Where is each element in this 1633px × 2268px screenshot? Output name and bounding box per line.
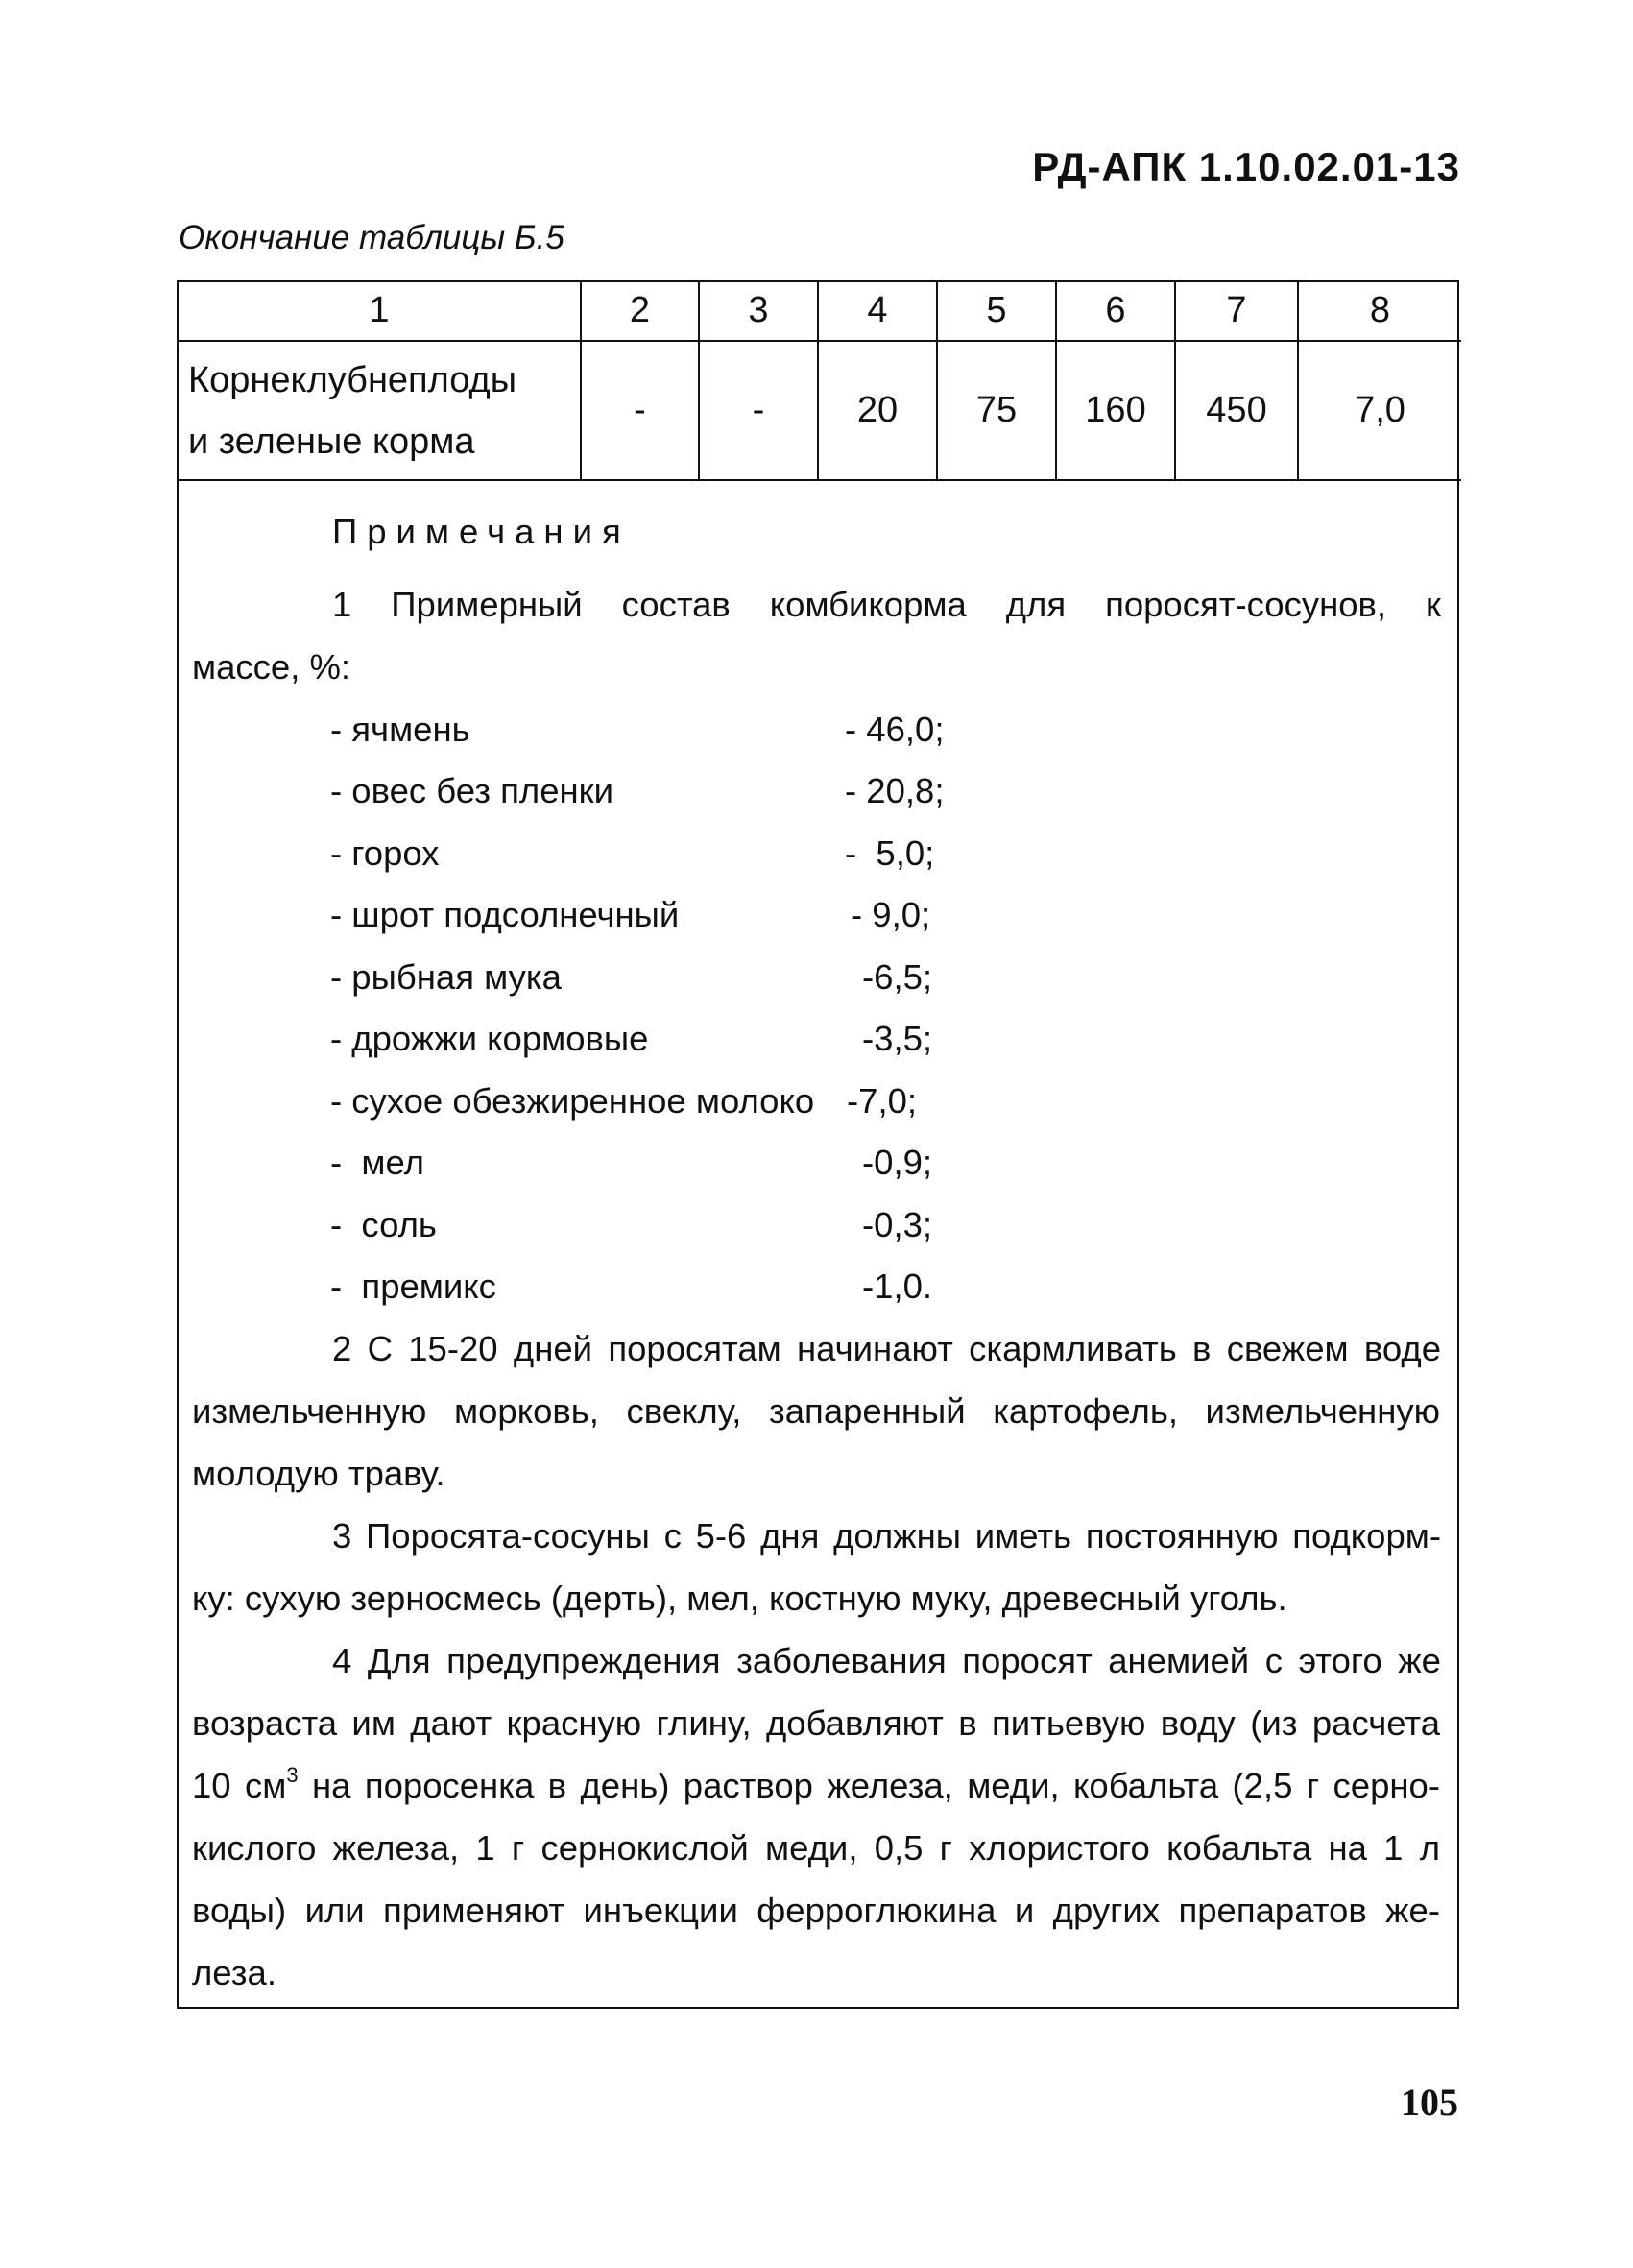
note-4-line-3 <box>192 1754 1440 1817</box>
header-cell: 5 <box>937 282 1056 341</box>
table-cell: - <box>699 341 818 480</box>
ingredient-name: - овес без пленки <box>330 771 614 810</box>
row-name-line1: Корнеклубнеплоды <box>188 359 517 400</box>
table-container <box>177 280 1459 2009</box>
table-cell: - <box>581 341 699 480</box>
table-cell: 7,0 <box>1298 341 1461 480</box>
row-name-cell <box>179 341 581 480</box>
note-3-line-2: ку: сухую зерносмесь (дерть), мел, костную муку, древесный уголь. <box>192 1579 1287 1618</box>
note-1-line-2: массе, %: <box>192 647 351 687</box>
ingredient-value: - 5,0; <box>845 833 935 873</box>
note-4-line-4: кислого железа, 1 г сернокислой меди, 0,5 г хлористого кобальта на 1 л <box>192 1828 1440 1868</box>
header-cell: 7 <box>1175 282 1298 341</box>
table-cell: 75 <box>937 341 1056 480</box>
ingredient-name: - премикс <box>330 1267 496 1306</box>
header-cell: 2 <box>581 282 699 341</box>
table-row <box>179 341 1461 480</box>
note-4-line-5: воды) или применяют инъекции ферроглюкина и других препаратов же- <box>192 1891 1440 1930</box>
note-4-line-2: возраста им дают красную глину, добавляют в питьевую воду (из расчета <box>192 1703 1440 1743</box>
ingredient-value: -3,5; <box>862 1019 933 1058</box>
header-cell: 4 <box>818 282 937 341</box>
note-2-line-3: молодую траву. <box>192 1454 445 1493</box>
notes-heading: Примечания <box>332 512 631 551</box>
ingredient-name: - сухое обезжиренное молоко <box>330 1081 815 1121</box>
header-cell: 1 <box>179 282 581 341</box>
superscript-three: 3 <box>286 1763 299 1787</box>
ingredient-name: - дрожжи кормовые <box>330 1019 649 1058</box>
ingredient-name: - ячмень <box>330 710 470 749</box>
table-cell: 450 <box>1175 341 1298 480</box>
ingredient-value: -0,3; <box>862 1205 933 1244</box>
table-cell: 20 <box>818 341 937 480</box>
note-3-line-1: 3 Поросята-сосуны с 5-6 дня должны иметь постоянную подкорм- <box>332 1516 1441 1556</box>
row-name-line2: и зеленые корма <box>188 421 475 462</box>
ingredient-value: - 46,0; <box>845 710 945 749</box>
note-4-line-3-end: на поросенка в день) раствор железа, меди, кобальта (2,5 г серно- <box>298 1766 1440 1805</box>
ingredient-name: - шрот подсолнечный <box>330 895 680 934</box>
ingredient-value: -1,0. <box>862 1267 933 1306</box>
table-caption: Окончание таблицы Б.5 <box>179 219 564 256</box>
note-4-line-1: 4 Для предупреждения заболевания поросят анемией с этого же <box>332 1641 1441 1680</box>
notes-section <box>179 479 1457 2006</box>
ingredient-name: - мел <box>330 1143 424 1182</box>
note-4-line-3-start: 10 см <box>192 1766 287 1805</box>
ingredient-value: -0,9; <box>862 1143 933 1182</box>
ingredient-name: - горох <box>330 833 440 873</box>
ingredient-value: -7,0; <box>847 1081 918 1121</box>
note-1-line-1: 1 Примерный состав комбикорма для поросят-сосунов, к <box>332 585 1441 624</box>
document-code: РД-АПК 1.10.02.01-13 <box>1032 144 1460 189</box>
ingredient-name: - соль <box>330 1205 437 1244</box>
header-cell: 6 <box>1056 282 1175 341</box>
ingredient-value: - 9,0; <box>851 895 931 934</box>
header-cell: 8 <box>1298 282 1461 341</box>
table-header-row <box>179 282 1461 341</box>
note-4-line-6: леза. <box>192 1953 276 1992</box>
ingredient-value: -6,5; <box>862 957 933 997</box>
page-number: 105 <box>1401 2081 1458 2124</box>
ingredient-value: - 20,8; <box>845 771 945 810</box>
data-table <box>179 282 1461 481</box>
table-cell: 160 <box>1056 341 1175 480</box>
header-cell: 3 <box>699 282 818 341</box>
note-2-line-1: 2 С 15-20 дней поросятам начинают скармливать в свежем воде <box>332 1329 1441 1368</box>
ingredient-name: - рыбная мука <box>330 957 562 997</box>
note-2-line-2: измельченную морковь, свеклу, запаренный картофель, измельченную <box>192 1391 1440 1431</box>
